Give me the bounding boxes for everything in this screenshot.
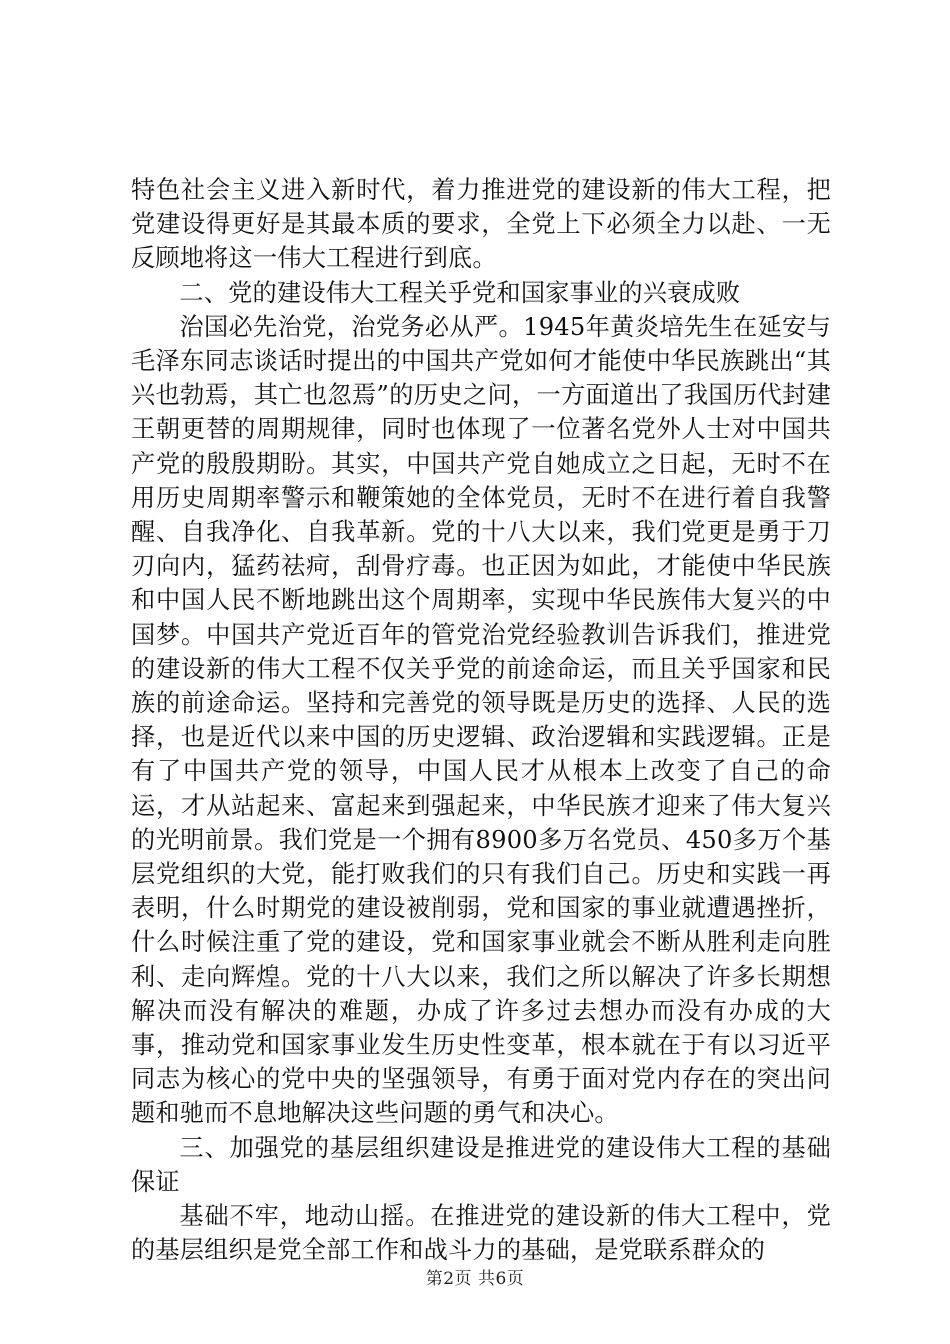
paragraph-section-three: 基础不牢，地动山摇。在推进党的建设新的伟大工程中，党的基层组织是党全部工作和战斗力的基础，是党联系群众的 (131, 1202, 831, 1265)
paragraph-continuation: 特色社会主义进入新时代，着力推进党的建设新的伟大工程，把党建设得更好是其最本质的要求，全党上下必须全力以赴、一无反顾地将这一伟大工程进行到底。 (131, 176, 831, 273)
document-body (131, 173, 831, 1268)
page-footer (0, 1268, 950, 1290)
section-heading-three: 三、加强党的基层组织建设是推进党的建设伟大工程的基础保证 (131, 1133, 831, 1196)
page-number: 第2页 共6页 (425, 1269, 525, 1289)
paragraph-section-two: 治国必先治党，治党务必从严。1945年黄炎培先生在延安与毛泽东同志谈话时提出的中国共产党如何才能使中华民族跳出“其兴也勃焉，其亡也忽焉”的历史之问，一方面道出了我国历代封建王朝更替的周期规律，同时也体现了一位著名党外人士对中国共产党的殷殷期盼。其实，中国共产党自她成立之日起，无时不在用历史周期率警示和鞭策她的全体党员，无时不在进行着自我警醒、自我净化、自我革新。党的十八大以来，我们党更是勇于刀刃向内，猛药祛疴，刮骨疗毒。也正因为如此，才能使中华民族和中国人民不断地跳出这个周期率，实现中华民族伟大复兴的中国梦。中国共产党近百年的管党治党经验教训告诉我们，推进党的建设新的伟大工程不仅关乎党的前途命运，而且关乎国家和民族的前途命运。坚持和完善党的领导既是历史的选择、人民的选择，也是近代以来中国的历史逻辑、政治逻辑和实践逻辑。正是有了中国共产党的领导，中国人民才从根本上改变了自己的命运，才从站起来、富起来到强起来，中华民族才迎来了伟大复兴的光明前景。我们党是一个拥有8900多万名党员、450多万个基层党组织的大党，能打败我们的只有我们自己。历史和实践一再表明，什么时期党的建设被削弱，党和国家的事业就遭遇挫折，什么时候注重了党的建设，党和国家事业就会不断从胜利走向胜利、走向辉煌。党的十八大以来，我们之所以解决了许多长期想解决而没有解决的难题，办成了许多过去想办而没有办成的大事，推动党和国家事业发生历史性变革，根本就在于有以习近平同志为核心的党中央的坚强领导，有勇于面对党内存在的突出问题和驰而不息地解决这些问题的勇气和决心。 (131, 312, 831, 1128)
section-heading-two: 二、党的建设伟大工程关乎党和国家事业的兴衰成败 (179, 278, 741, 307)
